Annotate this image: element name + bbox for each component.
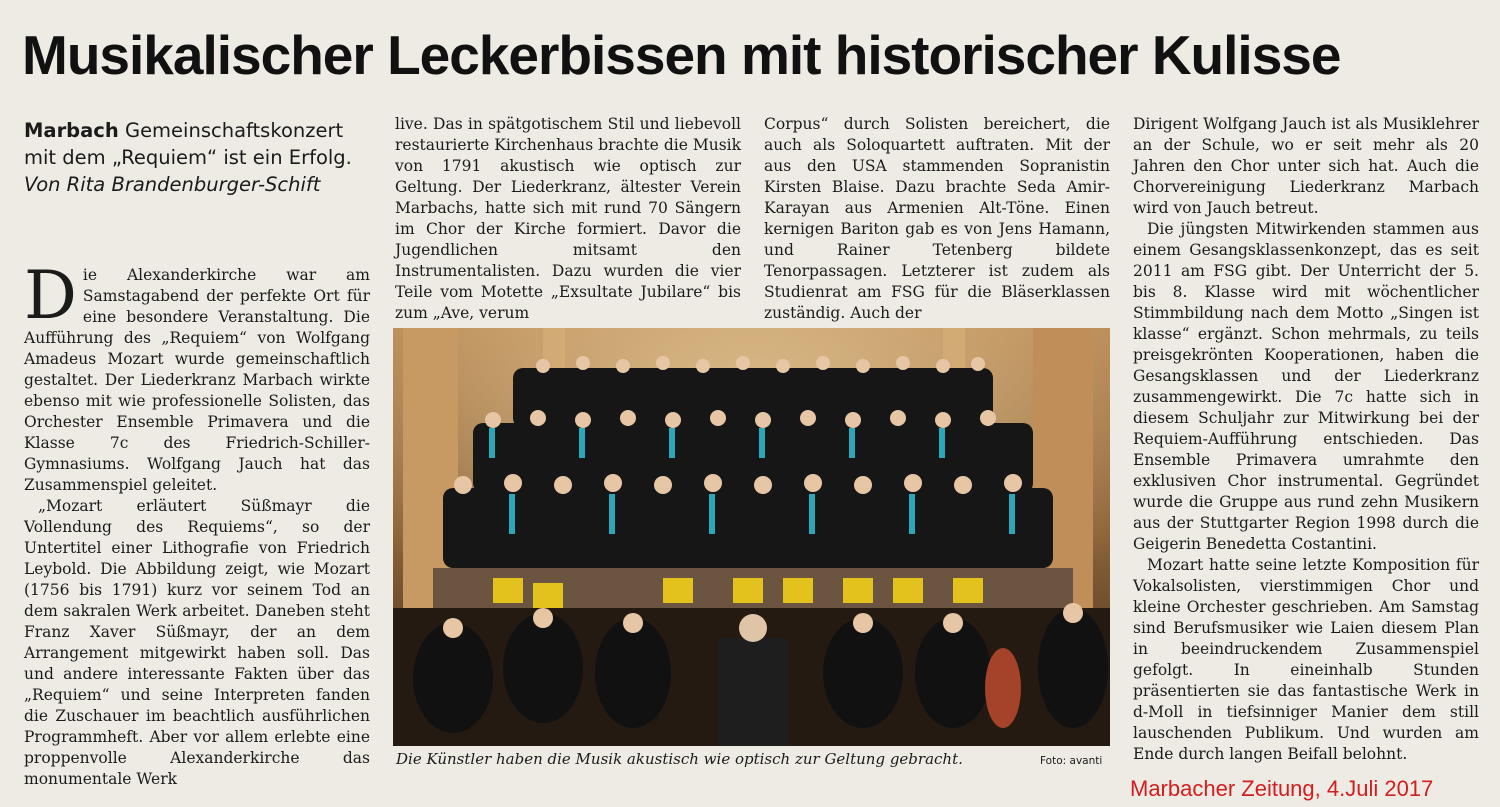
article-column-1 — [24, 257, 370, 790]
concert-photo — [393, 328, 1110, 746]
article-column-2 — [395, 114, 741, 324]
headline: Musikalischer Leckerbissen mit historischer Kulisse — [22, 24, 1341, 86]
drop-cap: D — [24, 257, 77, 334]
byline: Von Rita Brandenburger-Schift — [24, 173, 321, 196]
source-citation: Marbacher Zeitung, 4.Juli 2017 — [1130, 776, 1434, 801]
location-label: Marbach — [24, 119, 119, 142]
paragraph: Dirigent Wolfgang Jauch ist als Musiklehrer an der Schule, wo er seit mehr als 20 Jahren den Chor unter sich hat. Auch die Chorvereinigung Liederkranz Marbach wird von Jauch betreut. — [1133, 115, 1479, 217]
choir-orchestra-illustration — [393, 328, 1110, 746]
article-column-3 — [764, 114, 1110, 324]
paragraph: „Mozart erläutert Süßmayr die Vollendung des Requiems“, so der Untertitel einer Lithografie von Friedrich Leybold. Die Abbildung zeigt, wie Mozart (1756 bis 1791) kurz vor seinem Tod an dem sakralen Werk arbeitet. Daneben steht Franz Xaver Süßmayr, der an dem Arrangement mitgewirkt haben soll. Das und andere interessante Fakten über das „Requiem“ und seine Interpreten fanden die Zuschauer im beachtlich ausführlichen Programmheft. Aber vor allem erlebte eine proppenvolle Alexanderkirche das monumentale Werk — [24, 497, 370, 788]
paragraph: Die jüngsten Mitwirkenden stammen aus einem Gesangsklassenkonzept, das es seit 2011 am FSG gibt. Der Unterricht der 5. bis 8. Klasse wird mit wöchentlicher Stimmbildung nach dem Motto „Singen ist klasse“ ergänzt. Schon mehrmals, zu teils preisgekrönten Kooperationen, haben die Gesangsklassen und der Liederkranz zusammengewirkt. Die 7c hatte sich in diesem Schuljahr zur Mitwirkung bei der Requiem-Aufführung entschieden. Das Ensemble Primavera umrahmte den exklusiven Chor instrumental. Gegründet wurde die Gruppe aus rund zehn Musikern aus der Stuttgarter Region 1998 durch die Geigerin Benedetta Costantini. — [1133, 220, 1479, 553]
paragraph-text: ie Alexanderkirche war am Samstagabend der perfekte Ort für eine besondere Veranstaltung. Die Aufführung des „Requiem“ von Wolfgang Amadeus Mozart wurde gemeinschaftlich gestaltet. Der Liederkranz Marbach wirkte ebenso mit wie professionelle Solisten, das Orchester Ensemble Primavera und die Klasse 7c des Friedrich-Schiller-Gymnasiums. Wolfgang Jauch hat das Zusammenspiel geleitet. — [24, 266, 370, 494]
paragraph: Mozart hatte seine letzte Komposition für Vokalsolisten, vierstimmigen Chor und kleine Orchester geschrieben. Am Samstag sind Berufsmusiker wie Laien diesem Plan in beeindruckendem Zusammenspiel gefolgt. In eineinhalb Stunden präsentierten sie das fantastische Werk in d-Moll in tiefsinniger Manier dem still lauschenden Publikum. Und wurden am Ende durch langen Beifall belohnt. — [1133, 556, 1479, 763]
photo-credit: Foto: avanti — [1040, 755, 1103, 767]
conductor-figure — [718, 638, 788, 746]
paragraph: Corpus“ durch Solisten bereichert, die auch als Soloquartett auftraten. Mit der aus den USA stammenden Sopranistin Kirsten Blaise. Dazu brachte Seda Amir-Karayan aus Armenien Alt-Töne. Einen kernigen Bariton gab es von Jens Hamann, und Rainer Tetenberg bildete Tenorpassagen. Letzterer ist zudem als Studienrat am FSG für die Bläserklassen zuständig. Auch der — [764, 115, 1110, 322]
subheadline-block — [24, 117, 374, 198]
subheadline: Gemeinschaftskonzert mit dem „Requiem“ ist ein Erfolg. — [24, 119, 352, 169]
paragraph — [24, 257, 370, 496]
paragraph: live. Das in spätgotischem Stil und liebevoll restaurierte Kirchenhaus brachte die Musik von 1791 akustisch wie optisch zur Geltung. Der Liederkranz, ältester Verein Marbachs, hatte sich mit rund 70 Sängern im Chor der Kirche formiert. Davor die Jugendlichen mitsamt den Instrumentalisten. Dazu wurden die vier Teile vom Motette „Exsultate Jubilare“ bis zum „Ave, verum — [395, 115, 741, 322]
article-column-4 — [1133, 114, 1479, 765]
photo-caption: Die Künstler haben die Musik akustisch wie optisch zur Geltung gebracht. — [396, 750, 963, 768]
